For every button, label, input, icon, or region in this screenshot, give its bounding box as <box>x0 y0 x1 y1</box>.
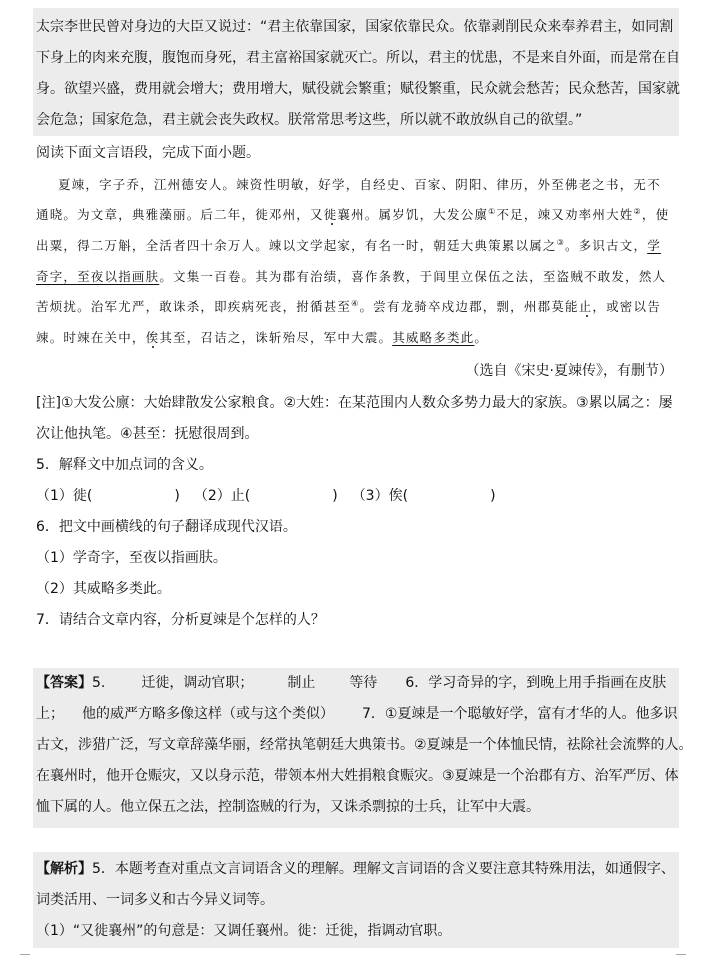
question-5: 5．解释文中加点词的含义。 <box>36 457 213 473</box>
intro-line: 身。欲望兴盛，费用就会增大；费用增大，赋役就会繁重；赋役繁重，民众就会愁苦；民众愁苦，国家就 <box>36 81 680 97</box>
passage-text: 。尝有龙骑卒戍边郡，剽，州郡莫能 <box>359 299 579 314</box>
passage-text: 。多识古文， <box>564 238 648 253</box>
analysis-line <box>36 859 675 879</box>
passage-text: 襄州。属岁饥，大发公廪 <box>337 207 489 222</box>
answer-line: 古文，涉猎广泛，写文章辞藻华丽，经常执笔朝廷大典策书。②夏竦是一个体恤民情，祛除社会流弊的人。 <box>36 737 693 753</box>
passage-text: 出粟，得二万斛，全活者四十余万人。竦以文学起家，有名一时，朝廷大典策累以属之 <box>36 238 557 253</box>
answer-text: 等待 <box>349 675 378 691</box>
passage-text: ，使 <box>641 207 670 222</box>
passage-line <box>36 236 661 256</box>
page-corner-mark <box>20 954 30 955</box>
question-6: 6．把文中画横线的句子翻译成现代汉语。 <box>36 519 297 535</box>
answer-text: 迁徙，调动官职； <box>141 675 254 691</box>
answer-text: 他的威严方略多像这样（或与这个类似） <box>82 706 334 722</box>
dotted-word-xi: 徙 <box>323 207 338 222</box>
notes-line: 次让他执笔。④甚至：抚慰很周到。 <box>36 426 259 442</box>
passage-line <box>36 328 488 348</box>
analysis-line: （1）“又徙襄州”的句意是：又调任襄州。徙：迁徙，指调动官职。 <box>36 923 452 939</box>
passage-text: 其至，召诘之，诛斩殆尽，军中大震。 <box>159 330 393 345</box>
answer-line <box>36 673 666 693</box>
passage-text: 不足，竦又劝率州大姓 <box>496 207 634 222</box>
notes-line: [注]①大发公廪：大始肆散发公家粮食。②大姓：在某范围内人数众多势力最大的家族。③累以属之：屡 <box>36 395 673 411</box>
passage-line <box>36 205 669 225</box>
intro-line: 太宗李世民曾对身边的大臣又说过：“君主依靠国家，国家依靠民众。依靠剥削民众来奉养君主，如同割 <box>36 19 674 35</box>
blank-label: （1）徙( <box>36 488 93 504</box>
answer-line: 在襄州时，他开仓赈灾，又以身示范，带领本州大姓捐粮食赈灾。③夏竦是一个治郡有方、治军严厉、体 <box>36 768 679 784</box>
question-6-2: （2）其威略多类此。 <box>36 581 171 597</box>
passage-text: 通晓。为文章，典雅藻丽。后二年，徙邓州，又 <box>36 207 324 222</box>
passage-line <box>36 297 661 317</box>
answer-text: 6．学习奇异的字，到晚上用手指画在皮肤 <box>405 675 667 691</box>
answer-text: 制止 <box>287 675 316 691</box>
answer-text: 5. <box>92 675 106 691</box>
dotted-word-si: 俟 <box>145 330 160 345</box>
instruction: 阅读下面文言语段，完成下面小题。 <box>36 145 260 161</box>
passage-text: 苦烦扰。治军尤严，敢诛杀，即疾病死丧，拊循甚至 <box>36 299 352 314</box>
passage-source: （选自《宋史·夏竦传》，有删节） <box>465 363 673 379</box>
footnote-mark: ③ <box>556 237 565 247</box>
analysis-label: 【解析】 <box>36 861 92 877</box>
answer-text: 7．①夏竦是一个聪敏好学，富有才华的人。他多识 <box>362 706 678 722</box>
blank-close: ) <box>174 488 180 504</box>
blank-close: ) <box>332 488 338 504</box>
blank-label: （3）俟( <box>351 488 409 504</box>
passage-text: 。文集一百卷。其为郡有治绩，喜作条教，于闾里立保伍之法，至盗贼不敢发，然人 <box>159 269 667 284</box>
passage-text: 。 <box>474 330 489 345</box>
footnote-mark: ② <box>633 206 642 216</box>
answer-text: 上； <box>36 706 64 722</box>
intro-line: 下身上的肉来充腹，腹饱而身死，君主富裕国家就灭亡。所以，君主的忧患，不是来自外面，而是常在自 <box>36 50 680 66</box>
question-6-1: （1）学奇字，至夜以指画肤。 <box>36 550 227 566</box>
footnote-mark: ④ <box>351 298 360 308</box>
passage-line <box>36 267 666 287</box>
underlined-sentence: 奇字，至夜以指画肤 <box>36 269 160 284</box>
underlined-sentence: 其威略多类此 <box>392 330 475 345</box>
question-5-blanks <box>36 486 496 506</box>
blank-close: ) <box>490 488 496 504</box>
page-corner-mark <box>676 954 686 955</box>
question-7: 7．请结合文章内容，分析夏竦是个怎样的人？ <box>36 612 325 628</box>
answer-line <box>36 704 677 724</box>
passage-text: ，或密以告 <box>592 299 661 314</box>
dotted-word-zhi: 止 <box>578 299 593 314</box>
answer-label: 【答案】 <box>36 675 92 691</box>
intro-line: 会危急；国家危急，君主就会丧失政权。朕常常思考这些，所以就不敢放纵自己的欲望。” <box>36 112 583 128</box>
passage-text: 竦。时竦在关中， <box>36 330 146 345</box>
blank-label: （2）止( <box>193 488 251 504</box>
analysis-text: 5．本题考查对重点文言词语含义的理解。理解文言词语的含义要注意其特殊用法，如通假字、 <box>92 861 675 877</box>
passage-line: 夏竦，字子乔，江州德安人。竦资性明敏，好学，自经史、百家、阴阳、律历，外至佛老之书，无不 <box>58 177 661 192</box>
answer-line: 恤下属的人。他立保五之法，控制盗贼的行为，又诛杀剽掠的士兵，让军中大震。 <box>36 799 540 815</box>
underlined-sentence: 学 <box>647 238 661 253</box>
analysis-line: 词类活用、一词多义和古今异义词等。 <box>36 892 274 908</box>
footnote-mark: ① <box>488 206 497 216</box>
